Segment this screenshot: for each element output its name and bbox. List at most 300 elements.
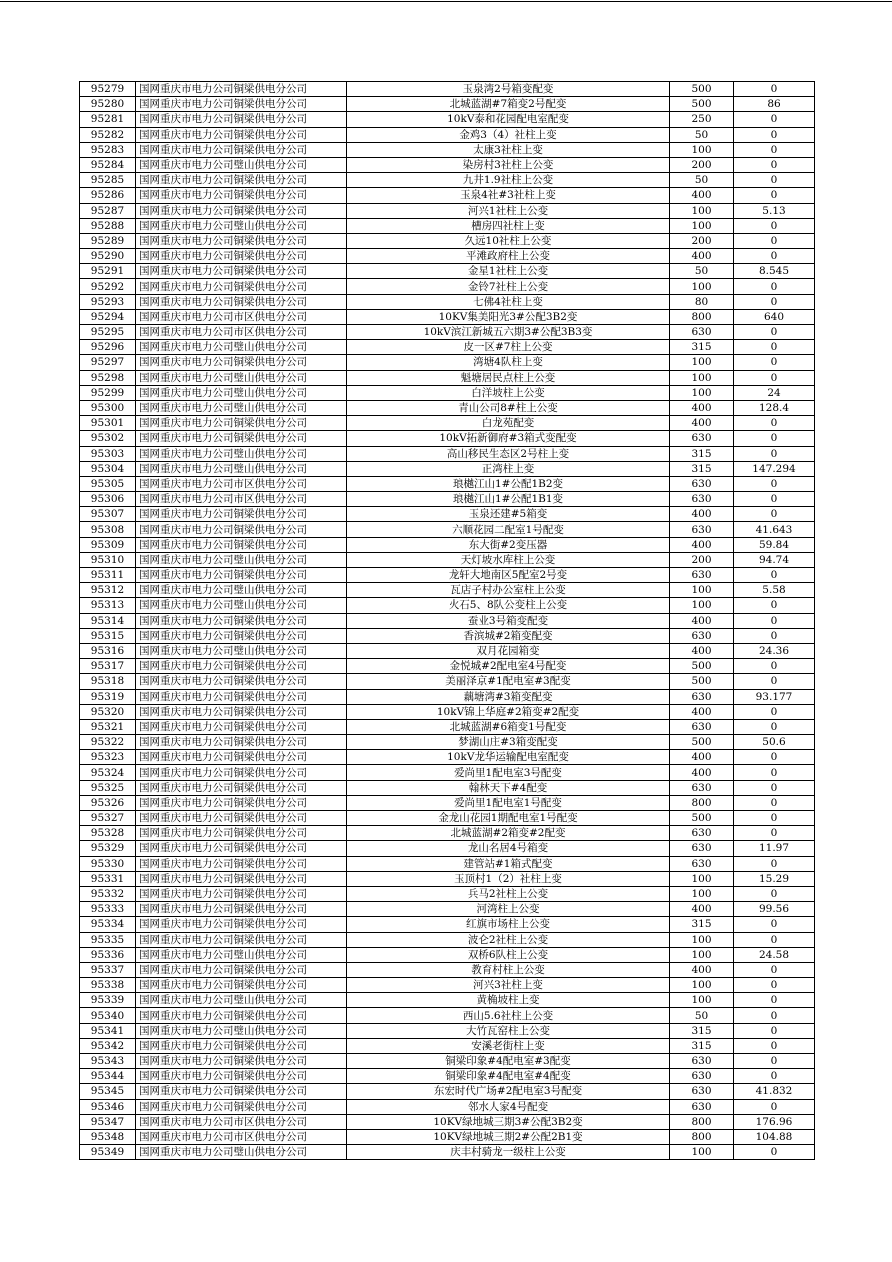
org-cell: 国网重庆市电力公司市区供电分公司 (136, 1129, 347, 1144)
row-id-cell: 95305 (80, 476, 136, 491)
transformer-table (79, 81, 815, 1160)
value-cell: 8.545 (734, 264, 815, 279)
value-cell: 24.36 (734, 643, 815, 658)
table-row (80, 1084, 815, 1099)
capacity-cell: 500 (670, 82, 734, 97)
transformer-name-cell: 天灯坡水库柱上公变 (347, 552, 670, 567)
capacity-cell: 800 (670, 1129, 734, 1144)
row-id-cell: 95281 (80, 112, 136, 127)
capacity-cell: 315 (670, 1023, 734, 1038)
value-cell: 0 (734, 112, 815, 127)
value-cell: 5.58 (734, 583, 815, 598)
transformer-name-cell: 红旗市场柱上公变 (347, 917, 670, 932)
transformer-name-cell: 邻水人家4号配变 (347, 1099, 670, 1114)
org-cell: 国网重庆市电力公司璧山供电分公司 (136, 218, 347, 233)
value-cell: 0 (734, 82, 815, 97)
capacity-cell: 630 (670, 841, 734, 856)
capacity-cell: 630 (670, 719, 734, 734)
row-id-cell: 95340 (80, 1008, 136, 1023)
row-id-cell: 95322 (80, 735, 136, 750)
row-id-cell: 95317 (80, 659, 136, 674)
table-row (80, 1145, 815, 1160)
org-cell: 国网重庆市电力公司璧山供电分公司 (136, 340, 347, 355)
transformer-name-cell: 皮一区#7柱上公变 (347, 340, 670, 355)
table-row (80, 1069, 815, 1084)
row-id-cell: 95318 (80, 674, 136, 689)
capacity-cell: 100 (670, 142, 734, 157)
org-cell: 国网重庆市电力公司铜梁供电分公司 (136, 886, 347, 901)
row-id-cell: 95299 (80, 385, 136, 400)
value-cell: 41.643 (734, 522, 815, 537)
transformer-name-cell: 东宏时代广场#2配电室3号配变 (347, 1084, 670, 1099)
value-cell: 0 (734, 492, 815, 507)
capacity-cell: 50 (670, 173, 734, 188)
org-cell: 国网重庆市电力公司铜梁供电分公司 (136, 856, 347, 871)
value-cell: 640 (734, 309, 815, 324)
transformer-name-cell: 庆丰村骑龙一级柱上公变 (347, 1145, 670, 1160)
table-row (80, 431, 815, 446)
row-id-cell: 95302 (80, 431, 136, 446)
row-id-cell: 95319 (80, 689, 136, 704)
value-cell: 0 (734, 1145, 815, 1160)
org-cell: 国网重庆市电力公司铜梁供电分公司 (136, 249, 347, 264)
org-cell: 国网重庆市电力公司铜梁供电分公司 (136, 902, 347, 917)
table-row (80, 735, 815, 750)
value-cell: 147.294 (734, 461, 815, 476)
org-cell: 国网重庆市电力公司铜梁供电分公司 (136, 279, 347, 294)
table-row (80, 97, 815, 112)
capacity-cell: 200 (670, 233, 734, 248)
table-row (80, 856, 815, 871)
capacity-cell: 630 (670, 492, 734, 507)
transformer-name-cell: 10KV绿地城三期3#公配3B2变 (347, 1114, 670, 1129)
table-row (80, 628, 815, 643)
transformer-name-cell: 河湾柱上公变 (347, 902, 670, 917)
capacity-cell: 800 (670, 309, 734, 324)
value-cell: 0 (734, 613, 815, 628)
table-row (80, 750, 815, 765)
org-cell: 国网重庆市电力公司铜梁供电分公司 (136, 294, 347, 309)
transformer-name-cell: 琅樾江山1#公配1B1变 (347, 492, 670, 507)
org-cell: 国网重庆市电力公司铜梁供电分公司 (136, 628, 347, 643)
value-cell: 0 (734, 856, 815, 871)
value-cell: 0 (734, 886, 815, 901)
table-row (80, 704, 815, 719)
transformer-name-cell: 铜梁印象#4配电室#3配变 (347, 1054, 670, 1069)
table-row (80, 719, 815, 734)
value-cell: 0 (734, 249, 815, 264)
value-cell: 0 (734, 811, 815, 826)
capacity-cell: 50 (670, 264, 734, 279)
row-id-cell: 95345 (80, 1084, 136, 1099)
capacity-cell: 630 (670, 431, 734, 446)
table-row (80, 598, 815, 613)
org-cell: 国网重庆市电力公司璧山供电分公司 (136, 446, 347, 461)
transformer-name-cell: 火石5、8队公变柱上公变 (347, 598, 670, 613)
row-id-cell: 95344 (80, 1069, 136, 1084)
org-cell: 国网重庆市电力公司璧山供电分公司 (136, 400, 347, 415)
org-cell: 国网重庆市电力公司铜梁供电分公司 (136, 203, 347, 218)
table-row (80, 1038, 815, 1053)
value-cell: 0 (734, 325, 815, 340)
capacity-cell: 315 (670, 340, 734, 355)
transformer-name-cell: 染房村3社柱上公变 (347, 157, 670, 172)
transformer-name-cell: 兵马2社柱上公变 (347, 886, 670, 901)
capacity-cell: 400 (670, 765, 734, 780)
table-row (80, 218, 815, 233)
table-row (80, 583, 815, 598)
transformer-name-cell: 北城蓝湖#6箱变1号配变 (347, 719, 670, 734)
table-row (80, 780, 815, 795)
row-id-cell: 95307 (80, 507, 136, 522)
row-id-cell: 95338 (80, 978, 136, 993)
row-id-cell: 95290 (80, 249, 136, 264)
transformer-name-cell: 琅樾江山1#公配1B2变 (347, 476, 670, 491)
org-cell: 国网重庆市电力公司市区供电分公司 (136, 309, 347, 324)
table-row (80, 325, 815, 340)
table-row (80, 902, 815, 917)
transformer-name-cell: 美丽泽京#1配电室#3配变 (347, 674, 670, 689)
value-cell: 24.58 (734, 947, 815, 962)
table-row (80, 643, 815, 658)
row-id-cell: 95289 (80, 233, 136, 248)
org-cell: 国网重庆市电力公司铜梁供电分公司 (136, 1008, 347, 1023)
row-id-cell: 95309 (80, 537, 136, 552)
capacity-cell: 50 (670, 127, 734, 142)
capacity-cell: 100 (670, 993, 734, 1008)
org-cell: 国网重庆市电力公司铜梁供电分公司 (136, 355, 347, 370)
row-id-cell: 95306 (80, 492, 136, 507)
transformer-name-cell: 安溪老街柱上变 (347, 1038, 670, 1053)
capacity-cell: 500 (670, 811, 734, 826)
table-row (80, 340, 815, 355)
org-cell: 国网重庆市电力公司铜梁供电分公司 (136, 507, 347, 522)
capacity-cell: 630 (670, 826, 734, 841)
row-id-cell: 95292 (80, 279, 136, 294)
transformer-name-cell: 九井1.9社柱上公变 (347, 173, 670, 188)
value-cell: 0 (734, 1008, 815, 1023)
row-id-cell: 95330 (80, 856, 136, 871)
transformer-name-cell: 西山5.6社柱上公变 (347, 1008, 670, 1023)
value-cell: 0 (734, 446, 815, 461)
row-id-cell: 95337 (80, 962, 136, 977)
capacity-cell: 630 (670, 522, 734, 537)
value-cell: 0 (734, 659, 815, 674)
org-cell: 国网重庆市电力公司璧山供电分公司 (136, 157, 347, 172)
org-cell: 国网重庆市电力公司铜梁供电分公司 (136, 1069, 347, 1084)
capacity-cell: 100 (670, 203, 734, 218)
org-cell: 国网重庆市电力公司铜梁供电分公司 (136, 795, 347, 810)
transformer-name-cell: 六顺花园二配室1号配变 (347, 522, 670, 537)
capacity-cell: 500 (670, 674, 734, 689)
capacity-cell: 630 (670, 1069, 734, 1084)
capacity-cell: 50 (670, 1008, 734, 1023)
capacity-cell: 100 (670, 1145, 734, 1160)
org-cell: 国网重庆市电力公司铜梁供电分公司 (136, 431, 347, 446)
capacity-cell: 400 (670, 537, 734, 552)
row-id-cell: 95286 (80, 188, 136, 203)
table-row (80, 811, 815, 826)
table-row (80, 886, 815, 901)
value-cell: 0 (734, 476, 815, 491)
value-cell: 0 (734, 917, 815, 932)
transformer-name-cell: 北城蓝湖#2箱变#2配变 (347, 826, 670, 841)
org-cell: 国网重庆市电力公司铜梁供电分公司 (136, 826, 347, 841)
capacity-cell: 100 (670, 598, 734, 613)
org-cell: 国网重庆市电力公司铜梁供电分公司 (136, 674, 347, 689)
org-cell: 国网重庆市电力公司铜梁供电分公司 (136, 765, 347, 780)
value-cell: 86 (734, 97, 815, 112)
row-id-cell: 95349 (80, 1145, 136, 1160)
table-row (80, 962, 815, 977)
value-cell: 0 (734, 568, 815, 583)
row-id-cell: 95294 (80, 309, 136, 324)
table-row (80, 309, 815, 324)
org-cell: 国网重庆市电力公司铜梁供电分公司 (136, 1084, 347, 1099)
capacity-cell: 630 (670, 325, 734, 340)
transformer-name-cell: 河兴3社柱上变 (347, 978, 670, 993)
capacity-cell: 80 (670, 294, 734, 309)
row-id-cell: 95336 (80, 947, 136, 962)
table-row (80, 932, 815, 947)
transformer-name-cell: 北城蓝湖#7箱变2号配变 (347, 97, 670, 112)
org-cell: 国网重庆市电力公司璧山供电分公司 (136, 552, 347, 567)
capacity-cell: 400 (670, 643, 734, 658)
transformer-name-cell: 10KV集美阳光3#公配3B2变 (347, 309, 670, 324)
table-row (80, 568, 815, 583)
capacity-cell: 100 (670, 583, 734, 598)
transformer-name-cell: 波仑2社柱上公变 (347, 932, 670, 947)
capacity-cell: 630 (670, 780, 734, 795)
transformer-name-cell: 玉顶村1（2）社柱上变 (347, 871, 670, 886)
value-cell: 0 (734, 993, 815, 1008)
value-cell: 0 (734, 674, 815, 689)
value-cell: 0 (734, 431, 815, 446)
capacity-cell: 315 (670, 446, 734, 461)
page-top-rule (0, 1, 892, 2)
org-cell: 国网重庆市电力公司铜梁供电分公司 (136, 568, 347, 583)
capacity-cell: 100 (670, 385, 734, 400)
value-cell: 0 (734, 598, 815, 613)
row-id-cell: 95321 (80, 719, 136, 734)
value-cell: 0 (734, 978, 815, 993)
transformer-name-cell: 玉泉湾2号箱变配变 (347, 82, 670, 97)
value-cell: 0 (734, 416, 815, 431)
transformer-name-cell: 双桥6队柱上公变 (347, 947, 670, 962)
capacity-cell: 100 (670, 218, 734, 233)
row-id-cell: 95310 (80, 552, 136, 567)
table-row (80, 446, 815, 461)
transformer-name-cell: 白龙苑配变 (347, 416, 670, 431)
org-cell: 国网重庆市电力公司璧山供电分公司 (136, 993, 347, 1008)
transformer-name-cell: 太康3社柱上变 (347, 142, 670, 157)
capacity-cell: 630 (670, 1054, 734, 1069)
row-id-cell: 95316 (80, 643, 136, 658)
value-cell: 24 (734, 385, 815, 400)
row-id-cell: 95325 (80, 780, 136, 795)
value-cell: 0 (734, 340, 815, 355)
transformer-name-cell: 香滨城#2箱变配变 (347, 628, 670, 643)
table-row (80, 203, 815, 218)
capacity-cell: 100 (670, 978, 734, 993)
org-cell: 国网重庆市电力公司铜梁供电分公司 (136, 704, 347, 719)
capacity-cell: 400 (670, 962, 734, 977)
value-cell: 11.97 (734, 841, 815, 856)
table-row (80, 476, 815, 491)
value-cell: 50.6 (734, 735, 815, 750)
row-id-cell: 95346 (80, 1099, 136, 1114)
table-row (80, 978, 815, 993)
value-cell: 0 (734, 765, 815, 780)
table-row (80, 659, 815, 674)
table-body (80, 82, 815, 1160)
row-id-cell: 95288 (80, 218, 136, 233)
capacity-cell: 400 (670, 902, 734, 917)
table-row (80, 1023, 815, 1038)
capacity-cell: 315 (670, 1038, 734, 1053)
table-row (80, 173, 815, 188)
capacity-cell: 630 (670, 856, 734, 871)
capacity-cell: 250 (670, 112, 734, 127)
org-cell: 国网重庆市电力公司铜梁供电分公司 (136, 188, 347, 203)
value-cell: 0 (734, 750, 815, 765)
table-row (80, 127, 815, 142)
transformer-name-cell: 10kV泰和花园配电室配变 (347, 112, 670, 127)
org-cell: 国网重庆市电力公司市区供电分公司 (136, 492, 347, 507)
row-id-cell: 95279 (80, 82, 136, 97)
capacity-cell: 400 (670, 400, 734, 415)
org-cell: 国网重庆市电力公司璧山供电分公司 (136, 461, 347, 476)
transformer-name-cell: 白洋坡柱上公变 (347, 385, 670, 400)
table-row (80, 689, 815, 704)
value-cell: 0 (734, 795, 815, 810)
value-cell: 0 (734, 1099, 815, 1114)
capacity-cell: 500 (670, 97, 734, 112)
org-cell: 国网重庆市电力公司铜梁供电分公司 (136, 719, 347, 734)
transformer-name-cell: 教育村柱上公变 (347, 962, 670, 977)
table-row (80, 1008, 815, 1023)
capacity-cell: 100 (670, 947, 734, 962)
org-cell: 国网重庆市电力公司铜梁供电分公司 (136, 1054, 347, 1069)
table-row (80, 492, 815, 507)
org-cell: 国网重庆市电力公司铜梁供电分公司 (136, 962, 347, 977)
capacity-cell: 100 (670, 370, 734, 385)
capacity-cell: 400 (670, 507, 734, 522)
value-cell: 0 (734, 173, 815, 188)
capacity-cell: 100 (670, 871, 734, 886)
table-row (80, 552, 815, 567)
value-cell: 0 (734, 1069, 815, 1084)
org-cell: 国网重庆市电力公司铜梁供电分公司 (136, 780, 347, 795)
table-row (80, 765, 815, 780)
transformer-name-cell: 爱尚里1配电室3号配变 (347, 765, 670, 780)
capacity-cell: 400 (670, 416, 734, 431)
table-row (80, 993, 815, 1008)
table-row (80, 370, 815, 385)
capacity-cell: 630 (670, 568, 734, 583)
capacity-cell: 315 (670, 461, 734, 476)
row-id-cell: 95291 (80, 264, 136, 279)
capacity-cell: 630 (670, 1099, 734, 1114)
capacity-cell: 100 (670, 355, 734, 370)
value-cell: 104.88 (734, 1129, 815, 1144)
row-id-cell: 95332 (80, 886, 136, 901)
transformer-name-cell: 10kV拓新御府#3箱式变配变 (347, 431, 670, 446)
row-id-cell: 95300 (80, 400, 136, 415)
value-cell: 0 (734, 1038, 815, 1053)
row-id-cell: 95308 (80, 522, 136, 537)
row-id-cell: 95293 (80, 294, 136, 309)
row-id-cell: 95303 (80, 446, 136, 461)
transformer-name-cell: 槽房四社柱上变 (347, 218, 670, 233)
value-cell: 41.832 (734, 1084, 815, 1099)
table-row (80, 841, 815, 856)
value-cell: 128.4 (734, 400, 815, 415)
capacity-cell: 400 (670, 613, 734, 628)
value-cell: 0 (734, 628, 815, 643)
value-cell: 0 (734, 355, 815, 370)
transformer-name-cell: 10kV龙华运输配电室配变 (347, 750, 670, 765)
transformer-name-cell: 藕塘湾#3箱变配变 (347, 689, 670, 704)
table-row (80, 826, 815, 841)
row-id-cell: 95339 (80, 993, 136, 1008)
value-cell: 0 (734, 780, 815, 795)
row-id-cell: 95311 (80, 568, 136, 583)
transformer-name-cell: 10kV锦上华庭#2箱变#2配变 (347, 704, 670, 719)
table-row (80, 461, 815, 476)
org-cell: 国网重庆市电力公司璧山供电分公司 (136, 1145, 347, 1160)
capacity-cell: 200 (670, 157, 734, 172)
org-cell: 国网重庆市电力公司铜梁供电分公司 (136, 142, 347, 157)
value-cell: 94.74 (734, 552, 815, 567)
row-id-cell: 95298 (80, 370, 136, 385)
value-cell: 0 (734, 1054, 815, 1069)
value-cell: 0 (734, 370, 815, 385)
value-cell: 0 (734, 233, 815, 248)
value-cell: 0 (734, 1023, 815, 1038)
row-id-cell: 95323 (80, 750, 136, 765)
value-cell: 0 (734, 826, 815, 841)
org-cell: 国网重庆市电力公司铜梁供电分公司 (136, 750, 347, 765)
org-cell: 国网重庆市电力公司铜梁供电分公司 (136, 871, 347, 886)
capacity-cell: 800 (670, 1114, 734, 1129)
org-cell: 国网重庆市电力公司璧山供电分公司 (136, 598, 347, 613)
capacity-cell: 630 (670, 1084, 734, 1099)
transformer-name-cell: 久远10社柱上公变 (347, 233, 670, 248)
row-id-cell: 95347 (80, 1114, 136, 1129)
org-cell: 国网重庆市电力公司市区供电分公司 (136, 325, 347, 340)
capacity-cell: 500 (670, 735, 734, 750)
org-cell: 国网重庆市电力公司铜梁供电分公司 (136, 127, 347, 142)
table-row (80, 385, 815, 400)
value-cell: 99.56 (734, 902, 815, 917)
org-cell: 国网重庆市电力公司铜梁供电分公司 (136, 841, 347, 856)
transformer-name-cell: 黄桷坡柱上变 (347, 993, 670, 1008)
org-cell: 国网重庆市电力公司铜梁供电分公司 (136, 613, 347, 628)
row-id-cell: 95329 (80, 841, 136, 856)
value-cell: 0 (734, 127, 815, 142)
capacity-cell: 800 (670, 795, 734, 810)
org-cell: 国网重庆市电力公司铜梁供电分公司 (136, 537, 347, 552)
capacity-cell: 100 (670, 279, 734, 294)
org-cell: 国网重庆市电力公司铜梁供电分公司 (136, 689, 347, 704)
row-id-cell: 95313 (80, 598, 136, 613)
table-row (80, 157, 815, 172)
org-cell: 国网重庆市电力公司铜梁供电分公司 (136, 522, 347, 537)
org-cell: 国网重庆市电力公司铜梁供电分公司 (136, 264, 347, 279)
transformer-name-cell: 正湾柱上变 (347, 461, 670, 476)
row-id-cell: 95284 (80, 157, 136, 172)
